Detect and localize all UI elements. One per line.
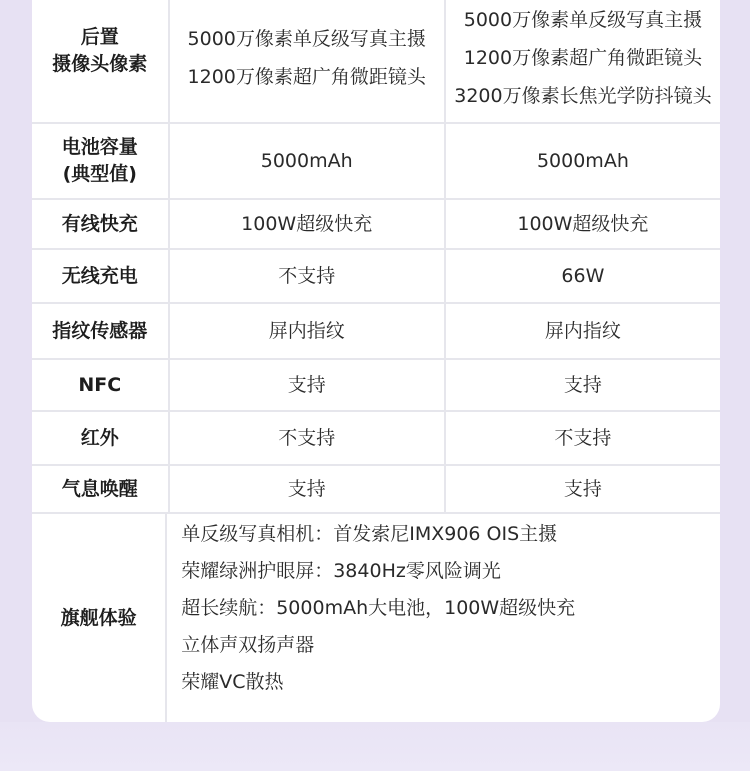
cell-line: 5000mAh [536,150,629,172]
row-label [32,250,170,302]
row-label [32,124,170,198]
flagship-line: 超长续航：5000mAh大电池，100W超级快充 [181,596,576,619]
cell-model-a [170,466,446,512]
table-row [32,412,720,466]
flagship-line: 立体声双扬声器 [181,633,315,656]
cell-model-b [446,200,720,248]
cell-model-a [170,250,446,302]
row-label-line: NFC [78,373,122,396]
cell-line: 5000mAh [260,150,353,172]
cell-model-a [170,200,446,248]
cell-line: 支持 [287,374,326,396]
row-label-line: 气息唤醒 [61,477,138,500]
cell-line: 不支持 [278,427,336,449]
cell-model-b [446,360,720,410]
row-label-line: 指纹传感器 [52,319,148,342]
row-label [32,200,170,248]
cell-line: 屏内指纹 [268,320,345,342]
flagship-lines [167,514,720,722]
row-label-line: 有线快充 [61,212,138,235]
cell-line: 屏内指纹 [544,320,621,342]
cell-model-b [446,466,720,512]
cell-model-b [446,0,720,122]
flagship-line: 单反级写真相机：首发索尼IMX906 OIS主摄 [181,522,558,545]
table-row [32,250,720,304]
cell-line: 5000万像素单反级写真主摄 [463,9,703,31]
table-row [32,360,720,412]
cell-line: 66W [561,265,605,287]
row-label [32,466,170,512]
row-label-line: 摄像头像素 [52,53,148,75]
cell-model-a [170,304,446,358]
row-label-line: 红外 [80,426,119,449]
row-label-line: 无线充电 [61,264,138,287]
row-label [32,0,170,122]
table-row [32,200,720,250]
cell-line: 100W超级快充 [241,213,373,235]
cell-model-a [170,412,446,464]
background-strip [0,722,750,771]
cell-model-b [446,304,720,358]
flagship-line: 荣耀VC散热 [181,670,284,693]
table-row [32,466,720,514]
row-label-line: 电池容量 [61,136,138,158]
row-label-line: (典型值) [62,163,137,185]
table-row [32,124,720,200]
flagship-line: 荣耀绿洲护眼屏：3840Hz零风险调光 [181,559,501,582]
cell-line: 5000万像素单反级写真主摄 [187,28,426,50]
cell-line: 支持 [563,374,602,396]
row-label [32,304,170,358]
cell-line: 1200万像素超广角微距镜头 [187,66,426,88]
cell-line: 不支持 [554,427,612,449]
row-label [32,360,170,410]
spec-table [32,0,720,722]
cell-model-b [446,124,720,198]
cell-model-a [170,360,446,410]
cell-line: 3200万像素长焦光学防抖镜头 [454,85,712,107]
cell-line: 支持 [287,478,326,500]
flagship-label [32,514,167,722]
cell-line: 100W超级快充 [517,213,649,235]
row-label-line: 旗舰体验 [60,606,137,629]
cell-line: 不支持 [278,265,336,287]
table-row [32,304,720,360]
cell-line: 支持 [563,478,602,500]
cell-model-b [446,250,720,302]
cell-model-a [170,124,446,198]
table-row [32,0,720,124]
row-label-line: 后置 [80,26,119,48]
cell-model-a [170,0,446,122]
cell-model-b [446,412,720,464]
flagship-row [32,514,720,722]
row-label [32,412,170,464]
cell-line: 1200万像素超广角微距镜头 [463,47,703,69]
